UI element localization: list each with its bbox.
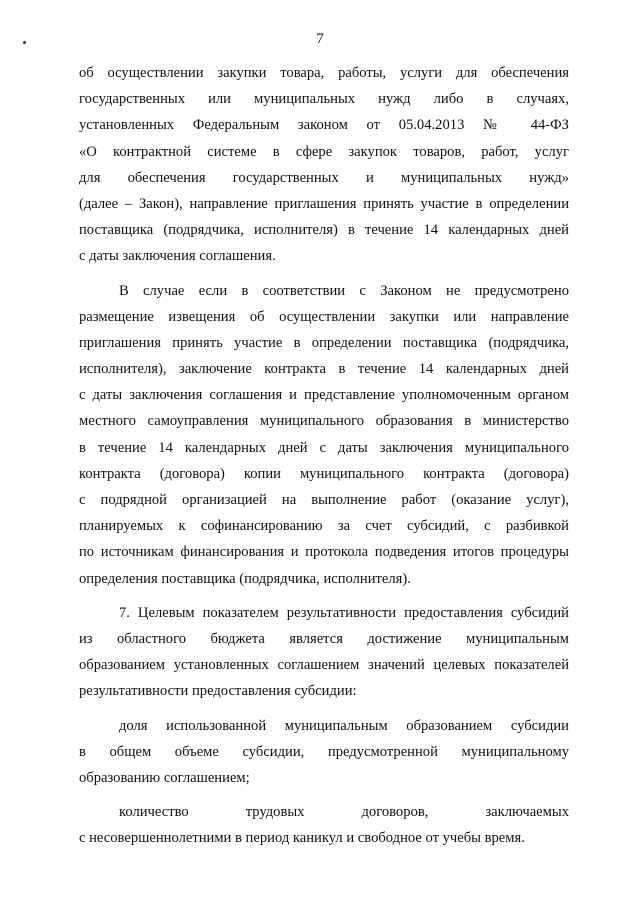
text-line: планируемых к софинансированию за счет субсидий, с разбивкой [79, 518, 569, 535]
text-line: по источникам финансирования и протокола подведения итогов процедуры [79, 544, 569, 561]
paragraph-law-case [79, 278, 569, 592]
text-line: результативности предоставления субсидии: [79, 683, 357, 700]
text-line: с даты заключения соглашения и представление уполномоченным органом [79, 387, 569, 404]
text-line: исполнителя), заключение контракта в течение 14 календарных дней [79, 361, 569, 378]
paragraph-labor-contracts [79, 799, 569, 851]
text-line: об осуществлении закупки товара, работы, услуги для обеспечения [79, 65, 569, 81]
text-line: в течение 14 календарных дней с даты заключения муниципального [79, 439, 569, 456]
text-line: для обеспечения государственных и муниципальных нужд» [79, 169, 569, 186]
text-line: местного самоуправления муниципального образования в министерство [79, 413, 569, 430]
paragraph-continuation [79, 60, 569, 270]
paragraph-target-indicator [79, 600, 569, 705]
text-line: установленных Федеральным законом от 05.04.2013 № 44-ФЗ [79, 117, 569, 134]
text-line: поставщика (подрядчика, исполнителя) в течение 14 календарных дней [79, 222, 569, 239]
text-line: количество трудовых договоров, заключаемых [119, 804, 569, 821]
text-line: размещение извещения об осуществлении закупки или направление [79, 308, 569, 325]
text-line: с даты заключения соглашения. [79, 248, 276, 265]
scan-speck [23, 41, 26, 44]
text-line: определения поставщика (подрядчика, исполнителя). [79, 570, 411, 587]
text-line: контракта (договора) копии муниципального контракта (договора) [79, 465, 569, 482]
text-line: 7. Целевым показателем результативности предоставления субсидий [119, 604, 569, 621]
text-line: образованием установленных соглашением значений целевых показателей [79, 657, 569, 674]
text-line: государственных или муниципальных нужд либо в случаях, [79, 91, 569, 108]
text-line: с подрядной организацией на выполнение работ (оказание услуг), [79, 492, 569, 508]
text-line: в общем объеме субсидии, предусмотренной муниципальному [79, 743, 569, 760]
text-line: из областного бюджета является достижение муниципальным [79, 630, 569, 647]
text-line: образованию соглашением; [79, 769, 250, 786]
document-body [79, 60, 569, 851]
page-number: 7 [316, 31, 324, 47]
text-line: В случае если в соответствии с Законом не предусмотрено [119, 282, 569, 299]
paragraph-subsidy-share [79, 713, 569, 792]
text-line: (далее – Закон), направление приглашения принять участие в определении [79, 195, 569, 212]
text-line: приглашения принять участие в определении поставщика (подрядчика, [79, 334, 569, 351]
text-line: «О контрактной системе в сфере закупок товаров, работ, услуг [79, 143, 569, 160]
text-line: с несовершеннолетними в период каникул и свободное от учебы время. [79, 830, 525, 847]
text-line: доля использованной муниципальным образованием субсидии [119, 717, 569, 734]
